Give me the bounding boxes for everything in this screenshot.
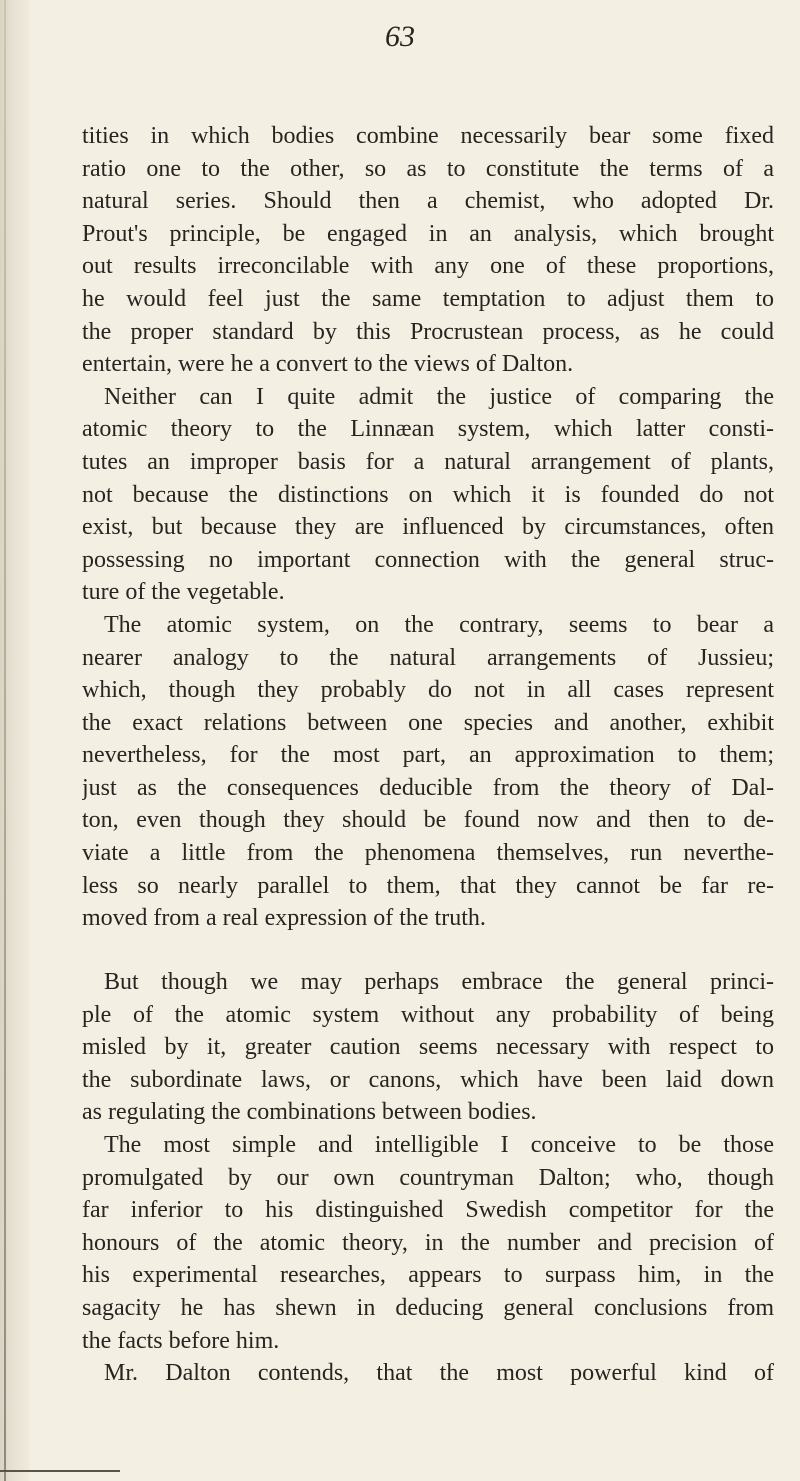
text-line: Mr. Dalton contends, that the most powerful kind of [104, 1360, 774, 1387]
paragraph-block-2 [82, 966, 774, 1390]
text-line: possessing no important connection with the general struc- [82, 546, 774, 573]
text-line: promulgated by our own countryman Dalton; who, though [82, 1164, 774, 1191]
text-line: The atomic system, on the contrary, seems to bear a [104, 611, 774, 638]
text-line: just as the consequences deducible from the theory of Dal- [82, 774, 774, 801]
page-number: 63 [385, 20, 415, 53]
text-line: nearer analogy to the natural arrangements of Jussieu; [82, 644, 774, 671]
bottom-edge-mark [0, 1470, 120, 1472]
text-line: exist, but because they are influenced by circumstances, often [82, 514, 774, 541]
text-line: The most simple and intelligible I conceive to be those [104, 1131, 774, 1158]
text-line: which, though they probably do not in all cases represent [82, 677, 774, 704]
text-line: less so nearly parallel to them, that they cannot be far re- [82, 872, 774, 899]
text-line: viate a little from the phenomena themselves, run neverthe- [82, 840, 774, 867]
text-line: the exact relations between one species and another, exhibit [82, 709, 774, 736]
text-line: ton, even though they should be found now and then to de- [82, 807, 774, 834]
text-line: the subordinate laws, or canons, which have been laid down [82, 1066, 774, 1093]
text-line: far inferior to his distinguished Swedish competitor for the [82, 1197, 774, 1224]
text-line: entertain, were he a convert to the views of Dalton. [82, 351, 574, 378]
text-line: atomic theory to the Linnæan system, which latter consti- [82, 416, 774, 443]
text-line: not because the distinctions on which it is founded do not [82, 481, 774, 508]
text-line: moved from a real expression of the truth. [82, 905, 486, 932]
text-line: as regulating the combinations between bodies. [82, 1099, 537, 1126]
text-line: misled by it, greater caution seems necessary with respect to [82, 1034, 774, 1061]
text-line: But though we may perhaps embrace the general princi- [104, 969, 774, 995]
text-line: the facts before him. [82, 1327, 280, 1354]
text-line: natural series. Should then a chemist, who adopted Dr. [82, 188, 774, 215]
text-line: out results irreconcilable with any one of these proportions, [82, 253, 774, 280]
text-line: the proper standard by this Procrustean process, as he could [82, 318, 774, 345]
text-line: ratio one to the other, so as to constitute the terms of a [82, 155, 774, 182]
text-line: honours of the atomic theory, in the number and precision of [82, 1229, 774, 1256]
paragraph-block-1 [82, 120, 774, 935]
text-line: tities in which bodies combine necessarily bear some fixed [82, 123, 774, 149]
text-line: Neither can I quite admit the justice of comparing the [104, 383, 774, 410]
text-line: Prout's principle, be engaged in an analysis, which brought [82, 220, 774, 247]
text-line: his experimental researches, appears to surpass him, in the [82, 1262, 774, 1289]
text-line: sagacity he has shewn in deducing general conclusions from [82, 1294, 774, 1321]
text-line: ture of the vegetable. [82, 579, 285, 606]
text-line: ple of the atomic system without any probability of being [82, 1001, 774, 1028]
text-line: nevertheless, for the most part, an approximation to them; [82, 742, 774, 769]
text-line: he would feel just the same temptation to adjust them to [82, 285, 774, 312]
binding-edge [4, 0, 6, 1481]
text-line: tutes an improper basis for a natural arrangement of plants, [82, 448, 774, 475]
